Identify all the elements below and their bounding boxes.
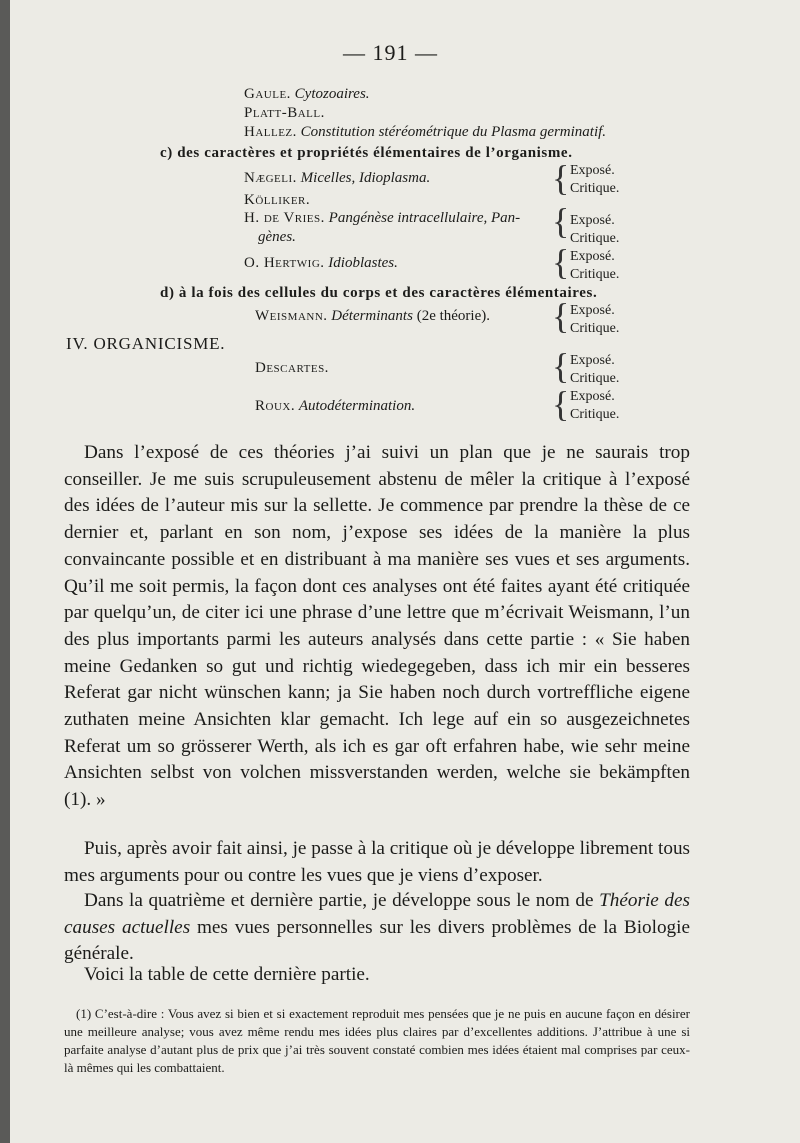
book-page: [10, 0, 800, 1143]
entry-title: Micelles, Idioplasma.: [300, 170, 431, 186]
entry-author: Kölliker.: [244, 192, 311, 208]
page-number: — 191 —: [343, 40, 438, 65]
entry-title: Autodétermination.: [298, 398, 416, 414]
entry-descartes: [255, 360, 329, 377]
critique-label: Critique.: [570, 407, 620, 422]
brace-weismann: {: [552, 296, 570, 336]
entry-roux: [255, 398, 415, 415]
entry-author: Nægeli.: [244, 170, 297, 186]
expose-label: Exposé.: [570, 213, 615, 228]
brace-de-vries: {: [552, 201, 570, 241]
brace-naegeli: {: [552, 158, 570, 198]
brace-roux: {: [552, 384, 570, 424]
expose-critique-naegeli: [570, 162, 619, 198]
entry-title: Déterminants: [331, 308, 413, 324]
expose-label: Exposé.: [570, 303, 615, 318]
paragraph-3-text: Dans la quatrième et dernière partie, je développe sous le nom de: [84, 890, 600, 911]
entry-hertwig: [244, 255, 398, 272]
entry-author: Roux.: [255, 398, 296, 414]
critique-label: Critique.: [570, 267, 620, 282]
section-c-heading: c) des caractères et propriétés élémentaires de l’organisme.: [160, 145, 573, 161]
expose-label: Exposé.: [570, 163, 615, 178]
entry-naegeli: [244, 170, 430, 187]
section-d-heading: d) à la fois des cellules du corps et des caractères élémentaires.: [160, 285, 598, 301]
entry-author: Weismann.: [255, 308, 328, 324]
entry-weismann: [255, 308, 490, 325]
expose-critique-descartes: [570, 352, 619, 388]
entry-title: Pangénèse intracellulaire, Pan-: [328, 210, 521, 226]
footnote: (1) C’est-à-dire : Vous avez si bien et si exactement reproduit mes pensées que je ne puis en aucune façon en désirer une meilleure analyse; vous avez même rendu mes idées plus claires par d’excellentes additions. J’attribue à une si parfaite analyse d’autant plus de prix que j’ai très souvent constaté combien mes idées étaient mal comprises par ceux-là mêmes qui les combattaient.: [64, 1006, 690, 1075]
expose-critique-de-vries: [570, 212, 619, 248]
paragraph-1: Dans l’exposé de ces théories j’ai suivi un plan que je ne saurais trop conseiller. Je me suis scrupuleusement abstenu de mêler la critique à l’exposé des idées de l’auteur mis sur la sellette. Je commence par prendre la thèse de ce dernier et, parlant en son nom, j’expose ses idées de la manière la plus convaincante possible et en distribuant à ma manière ses vues et ses arguments. Qu’il me soit permis, la façon dont ces analyses ont été faites ayant été critiquée par quelqu’un, de citer ici une phrase d’une lettre que m’écrivait Weismann, l’un des plus importants parmi les auteurs analysés dans cette partie : « Sie haben meine Gedanken so gut und richtig wiedegegeben, dass ich mir ein besseres Referat gar nicht wünschen kann; ja Sie haben noch durch vortreffliche eigene zuthaten meine Ansichten klar gemacht. Ich lege auf ein so ausgezeichnetes Referat um so grösserer Werth, als ich es gar oft erfahren habe, wie sehr meine Ansichten selbst von volchen missverstanden werden, welche sie bekämpften (1). »: [64, 442, 690, 811]
expose-label: Exposé.: [570, 389, 615, 404]
entry-title: Cytozoaires.: [294, 86, 370, 102]
expose-label: Exposé.: [570, 249, 615, 264]
expose-critique-roux: [570, 388, 619, 424]
critique-label: Critique.: [570, 181, 620, 196]
expose-label: Exposé.: [570, 353, 615, 368]
paragraph-2: Puis, après avoir fait ainsi, je passe à la critique où je développe librement tous mes arguments pour ou contre les vues que je viens d’exposer.: [64, 838, 690, 886]
critique-label: Critique.: [570, 371, 620, 386]
brace-hertwig: {: [552, 242, 570, 282]
organicisme-heading: IV. ORGANICISME.: [66, 334, 226, 353]
critique-label: Critique.: [570, 321, 620, 336]
brace-descartes: {: [552, 346, 570, 386]
entry-de-vries: [244, 210, 520, 227]
expose-critique-weismann: [570, 302, 619, 338]
entry-hallez: [244, 124, 606, 141]
entry-suffix: (2e théorie).: [416, 308, 490, 324]
entry-author: O. Hertwig.: [244, 255, 325, 271]
entry-platt-ball: [244, 105, 325, 122]
entry-author: Platt-Ball.: [244, 105, 325, 121]
paragraph-4: Voici la table de cette dernière partie.: [84, 964, 370, 985]
entry-koelliker: [244, 192, 310, 209]
entry-gaule: [244, 86, 370, 103]
entry-title: Idioblastes.: [328, 255, 398, 271]
critique-label: Critique.: [570, 231, 620, 246]
entry-title-continued: gènes.: [258, 229, 296, 245]
entry-author: Hallez.: [244, 124, 297, 140]
entry-author: Descartes.: [255, 360, 329, 376]
paragraph-3: [64, 888, 690, 968]
paragraph-3-italic: Théorie des causes actuelles: [64, 890, 690, 938]
expose-critique-hertwig: [570, 248, 619, 284]
entry-title: Constitution stéréométrique du Plasma germinatif.: [300, 124, 607, 140]
paragraph-3-text-end: mes vues personnelles sur les divers problèmes de la Biologie générale.: [64, 916, 690, 965]
entry-author: Gaule.: [244, 86, 291, 102]
entry-author: H. de Vries.: [244, 210, 325, 226]
